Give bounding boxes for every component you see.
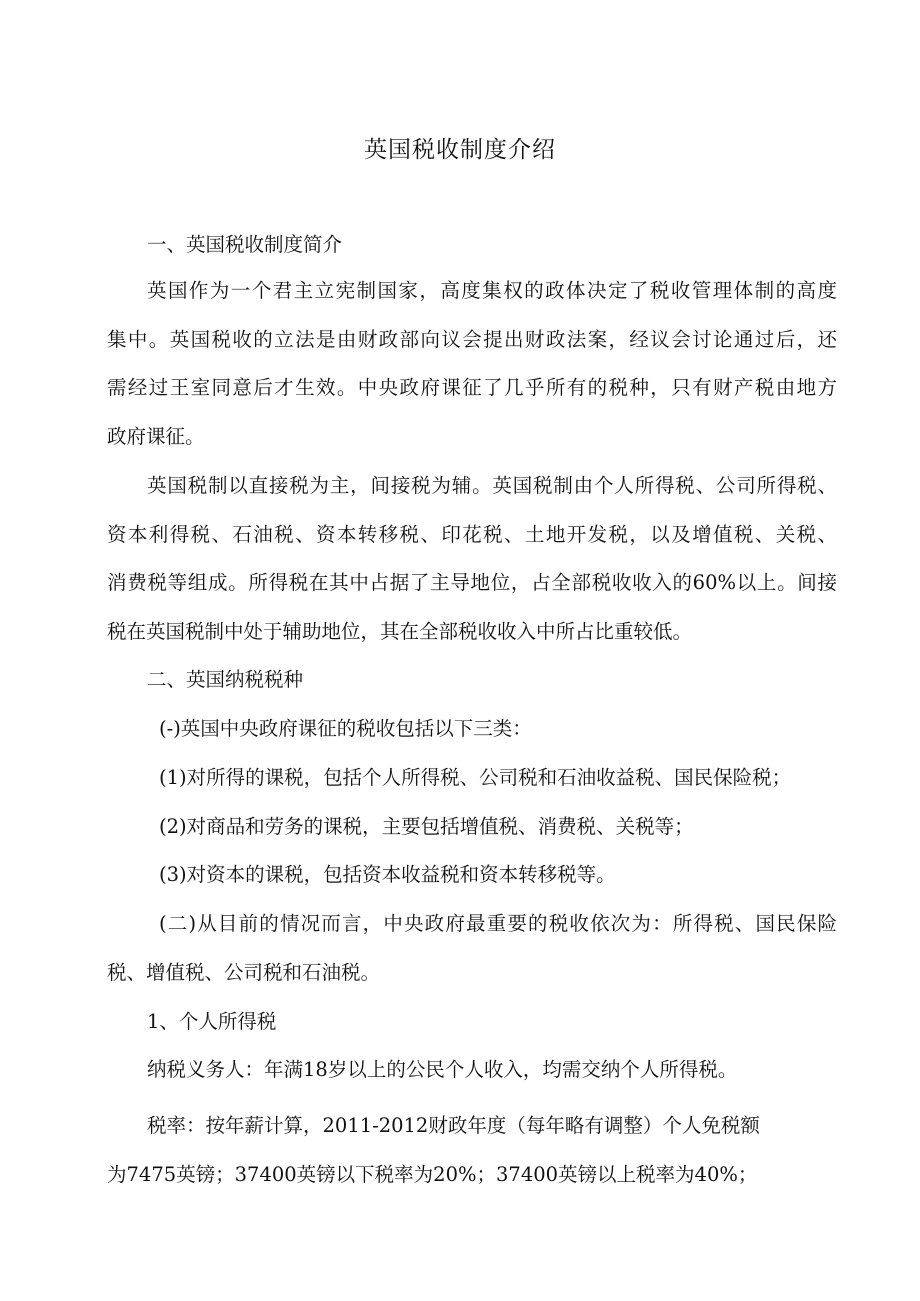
para2-line1: 英国税制以直接税为主，间接税为辅。英国税制由个人所得税、公司所得税、 <box>147 474 837 497</box>
para1-line3: 需经过王室同意后才生效。中央政府课征了几乎所有的税种，只有财产税由地方 <box>107 376 837 399</box>
rate-line2: 为7475英镑；37400英镑以下税率为20%；37400英镑以上税率为40%； <box>107 1163 758 1186</box>
rate-line1: 税率：按年薪计算，2011-2012财政年度（每年略有调整）个人免税额 <box>147 1114 760 1137</box>
taxpayer-line: 纳税义务人：年满18岁以上的公民个人收入，均需交纳个人所得税。 <box>147 1058 738 1081</box>
para1-line4: 政府课征。 <box>107 425 205 448</box>
sub1-item-1: (1)对所得的课税，包括个人所得税、公司税和石油收益税、国民保险税； <box>159 766 792 789</box>
document-title: 英国税收制度介绍 <box>364 137 556 163</box>
sub1-heading: (-)英国中央政府课征的税收包括以下三类： <box>159 717 532 740</box>
item1-heading: 1、个人所得税 <box>147 1010 277 1033</box>
para1-line2: 集中。英国税收的立法是由财政部向议会提出财政法案，经议会讨论通过后，还 <box>107 328 837 351</box>
para2-line4: 税在英国税制中处于辅助地位，其在全部税收收入中所占比重较低。 <box>107 620 693 643</box>
section2-heading: 二、英国纳税税种 <box>147 668 304 691</box>
para2-line2: 资本利得税、石油税、资本转移税、印花税、土地开发税，以及增值税、关税、 <box>107 523 837 546</box>
sub2-line1: (二)从目前的情况而言，中央政府最重要的税收依次为：所得税、国民保险 <box>159 912 837 935</box>
para2-line3: 消费税等组成。所得税在其中占据了主导地位，占全部税收收入的60%以上。间接 <box>107 571 837 594</box>
sub2-line2: 税、增值税、公司税和石油税。 <box>107 961 381 984</box>
para1-line1: 英国作为一个君主立宪制国家，高度集权的政体决定了税收管理体制的高度 <box>147 279 837 302</box>
sub1-item-2: (2)对商品和劳务的课税，主要包括增值税、消费税、关税等； <box>159 815 694 838</box>
sub1-item-3: (3)对资本的课税，包括资本收益税和资本转移税等。 <box>159 863 616 886</box>
section1-heading: 一、英国税收制度简介 <box>147 233 343 256</box>
